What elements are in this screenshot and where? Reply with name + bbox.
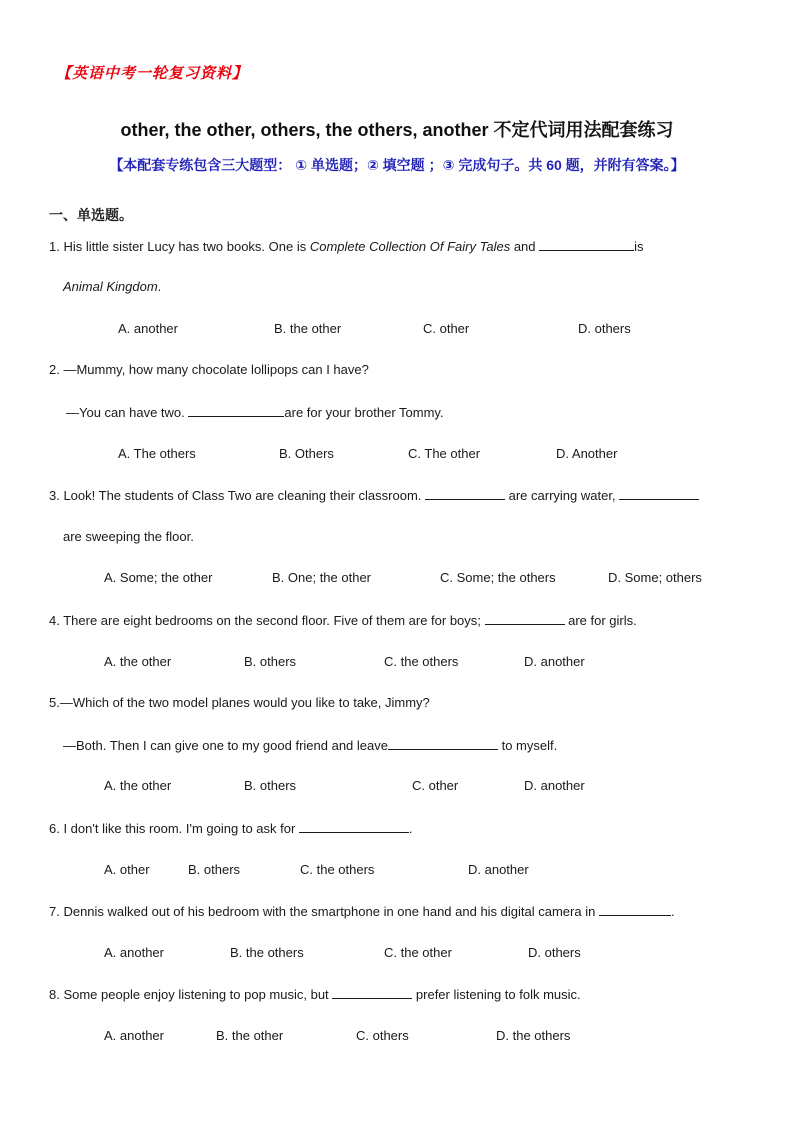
question-2-line-1: 2. —Mummy, how many chocolate lollipops can I have? bbox=[49, 362, 369, 377]
q4-option-c[interactable]: C. the others bbox=[384, 654, 459, 669]
q5-blank[interactable] bbox=[388, 737, 498, 750]
q7-option-b[interactable]: B. the others bbox=[230, 945, 304, 960]
question-7-line-1 bbox=[49, 903, 675, 919]
q4-blank[interactable] bbox=[485, 612, 565, 625]
q2-option-c[interactable]: C. The other bbox=[408, 446, 481, 461]
q6-blank[interactable] bbox=[299, 820, 409, 833]
q6-text-a: 6. I don't like this room. I'm going to ask for bbox=[49, 821, 299, 836]
page-subtitle: 【本配套专练包含三大题型： ① 单选题；② 填空题 ；③ 完成句子。共 60 题，并附有答案。】 bbox=[109, 157, 685, 173]
q4-option-d[interactable]: D. another bbox=[524, 654, 585, 669]
q1-text-a: 1. His little sister Lucy has two books. One is bbox=[49, 239, 310, 254]
q6-option-c[interactable]: C. the others bbox=[300, 862, 375, 877]
section-heading: 一、单选题。 bbox=[49, 207, 133, 223]
q6-option-a[interactable]: A. other bbox=[104, 862, 150, 877]
q5-option-b[interactable]: B. others bbox=[244, 778, 297, 793]
question-4-line-1 bbox=[49, 612, 637, 628]
q2-option-b[interactable]: B. Others bbox=[279, 446, 334, 461]
q4-option-a[interactable]: A. the other bbox=[104, 654, 172, 669]
question-3-line-2: are sweeping the floor. bbox=[63, 529, 194, 544]
q7-text-a: 7. Dennis walked out of his bedroom with the smartphone in one hand and his digital camera in bbox=[49, 904, 599, 919]
q8-text-b: prefer listening to folk music. bbox=[412, 987, 581, 1002]
q2-option-a[interactable]: A. The others bbox=[118, 446, 196, 461]
q7-option-c[interactable]: C. the other bbox=[384, 945, 452, 960]
q4-text-b: are for girls. bbox=[564, 613, 637, 628]
q3-option-d[interactable]: D. Some; others bbox=[608, 570, 702, 585]
q7-text-b: . bbox=[670, 904, 675, 919]
q8-option-d[interactable]: D. the others bbox=[496, 1028, 571, 1043]
q1-book-title: Complete Collection Of Fairy Tales bbox=[309, 239, 511, 254]
q1-text-c: is bbox=[634, 239, 644, 254]
question-1-line-2 bbox=[63, 279, 161, 294]
q8-option-a[interactable]: A. another bbox=[104, 1028, 164, 1043]
q5-text-b: to myself. bbox=[497, 738, 558, 753]
q6-option-d[interactable]: D. another bbox=[468, 862, 529, 877]
page-title: other, the other, others, the others, another 不定代词用法配套练习 bbox=[120, 120, 674, 140]
q1-text-d: . bbox=[157, 279, 162, 294]
q7-blank[interactable] bbox=[599, 903, 671, 916]
q2-text-b: are for your brother Tommy. bbox=[284, 405, 444, 420]
q5-option-d[interactable]: D. another bbox=[524, 778, 585, 793]
q2-text-a: —You can have two. bbox=[66, 405, 189, 420]
q3-blank-1[interactable] bbox=[425, 487, 505, 500]
q5-option-c[interactable]: C. other bbox=[412, 778, 459, 793]
q3-option-a[interactable]: A. Some; the other bbox=[104, 570, 213, 585]
q6-option-b[interactable]: B. others bbox=[188, 862, 241, 877]
q1-text-b: and bbox=[510, 239, 540, 254]
q6-text-b: . bbox=[408, 821, 413, 836]
q3-text-b: are carrying water, bbox=[505, 488, 620, 503]
q7-option-a[interactable]: A. another bbox=[104, 945, 164, 960]
q8-blank[interactable] bbox=[332, 986, 412, 999]
question-2-line-2 bbox=[66, 404, 444, 420]
question-5-line-2 bbox=[63, 737, 557, 753]
question-1-line-1 bbox=[49, 238, 644, 254]
q1-option-d[interactable]: D. others bbox=[578, 321, 631, 336]
q8-text-a: 8. Some people enjoy listening to pop music, but bbox=[49, 987, 333, 1002]
q5-text-a: —Both. Then I can give one to my good friend and leave bbox=[63, 738, 388, 753]
q3-option-c[interactable]: C. Some; the others bbox=[440, 570, 556, 585]
q8-option-b[interactable]: B. the other bbox=[216, 1028, 284, 1043]
q4-text-a: 4. There are eight bedrooms on the second floor. Five of them are for boys; bbox=[49, 613, 485, 628]
q1-option-a[interactable]: A. another bbox=[118, 321, 178, 336]
q2-blank[interactable] bbox=[188, 404, 284, 417]
q5-option-a[interactable]: A. the other bbox=[104, 778, 172, 793]
q1-book-title-2: Animal Kingdom bbox=[63, 279, 158, 294]
question-5-line-1: 5.—Which of the two model planes would you like to take, Jimmy? bbox=[49, 695, 430, 710]
q2-option-d[interactable]: D. Another bbox=[556, 446, 618, 461]
q1-option-b[interactable]: B. the other bbox=[274, 321, 342, 336]
doc-tag: 【英语中考一轮复习资料】 bbox=[56, 64, 249, 82]
q7-option-d[interactable]: D. others bbox=[528, 945, 581, 960]
q8-option-c[interactable]: C. others bbox=[356, 1028, 409, 1043]
q1-option-c[interactable]: C. other bbox=[423, 321, 470, 336]
q1-blank[interactable] bbox=[539, 238, 634, 251]
q3-text-a: 3. Look! The students of Class Two are cleaning their classroom. bbox=[49, 488, 425, 503]
question-8-line-1 bbox=[49, 986, 581, 1002]
q4-option-b[interactable]: B. others bbox=[244, 654, 297, 669]
q3-blank-2[interactable] bbox=[619, 487, 699, 500]
question-3-line-1 bbox=[49, 487, 699, 503]
question-6-line-1 bbox=[49, 820, 413, 836]
q3-option-b[interactable]: B. One; the other bbox=[272, 570, 372, 585]
